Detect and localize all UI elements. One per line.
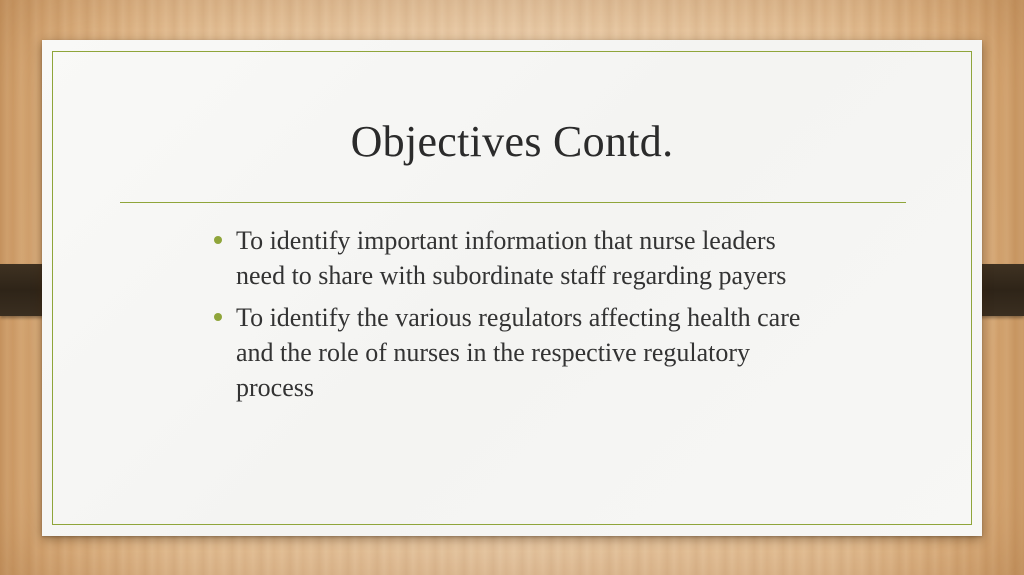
bullet-item	[214, 300, 814, 405]
bullet-list	[214, 223, 814, 412]
title-divider	[120, 202, 906, 203]
bullet-item	[214, 223, 814, 293]
bullet-icon	[214, 236, 222, 244]
bullet-text: To identify the various regulators affecting health care and the role of nurses in the respective regulatory process	[236, 303, 801, 402]
bullet-text: To identify important information that nurse leaders need to share with subordinate staff regarding payers	[236, 226, 787, 290]
bullet-icon	[214, 313, 222, 321]
slide-card	[42, 40, 982, 536]
slide-title: Objectives Contd.	[350, 117, 674, 166]
